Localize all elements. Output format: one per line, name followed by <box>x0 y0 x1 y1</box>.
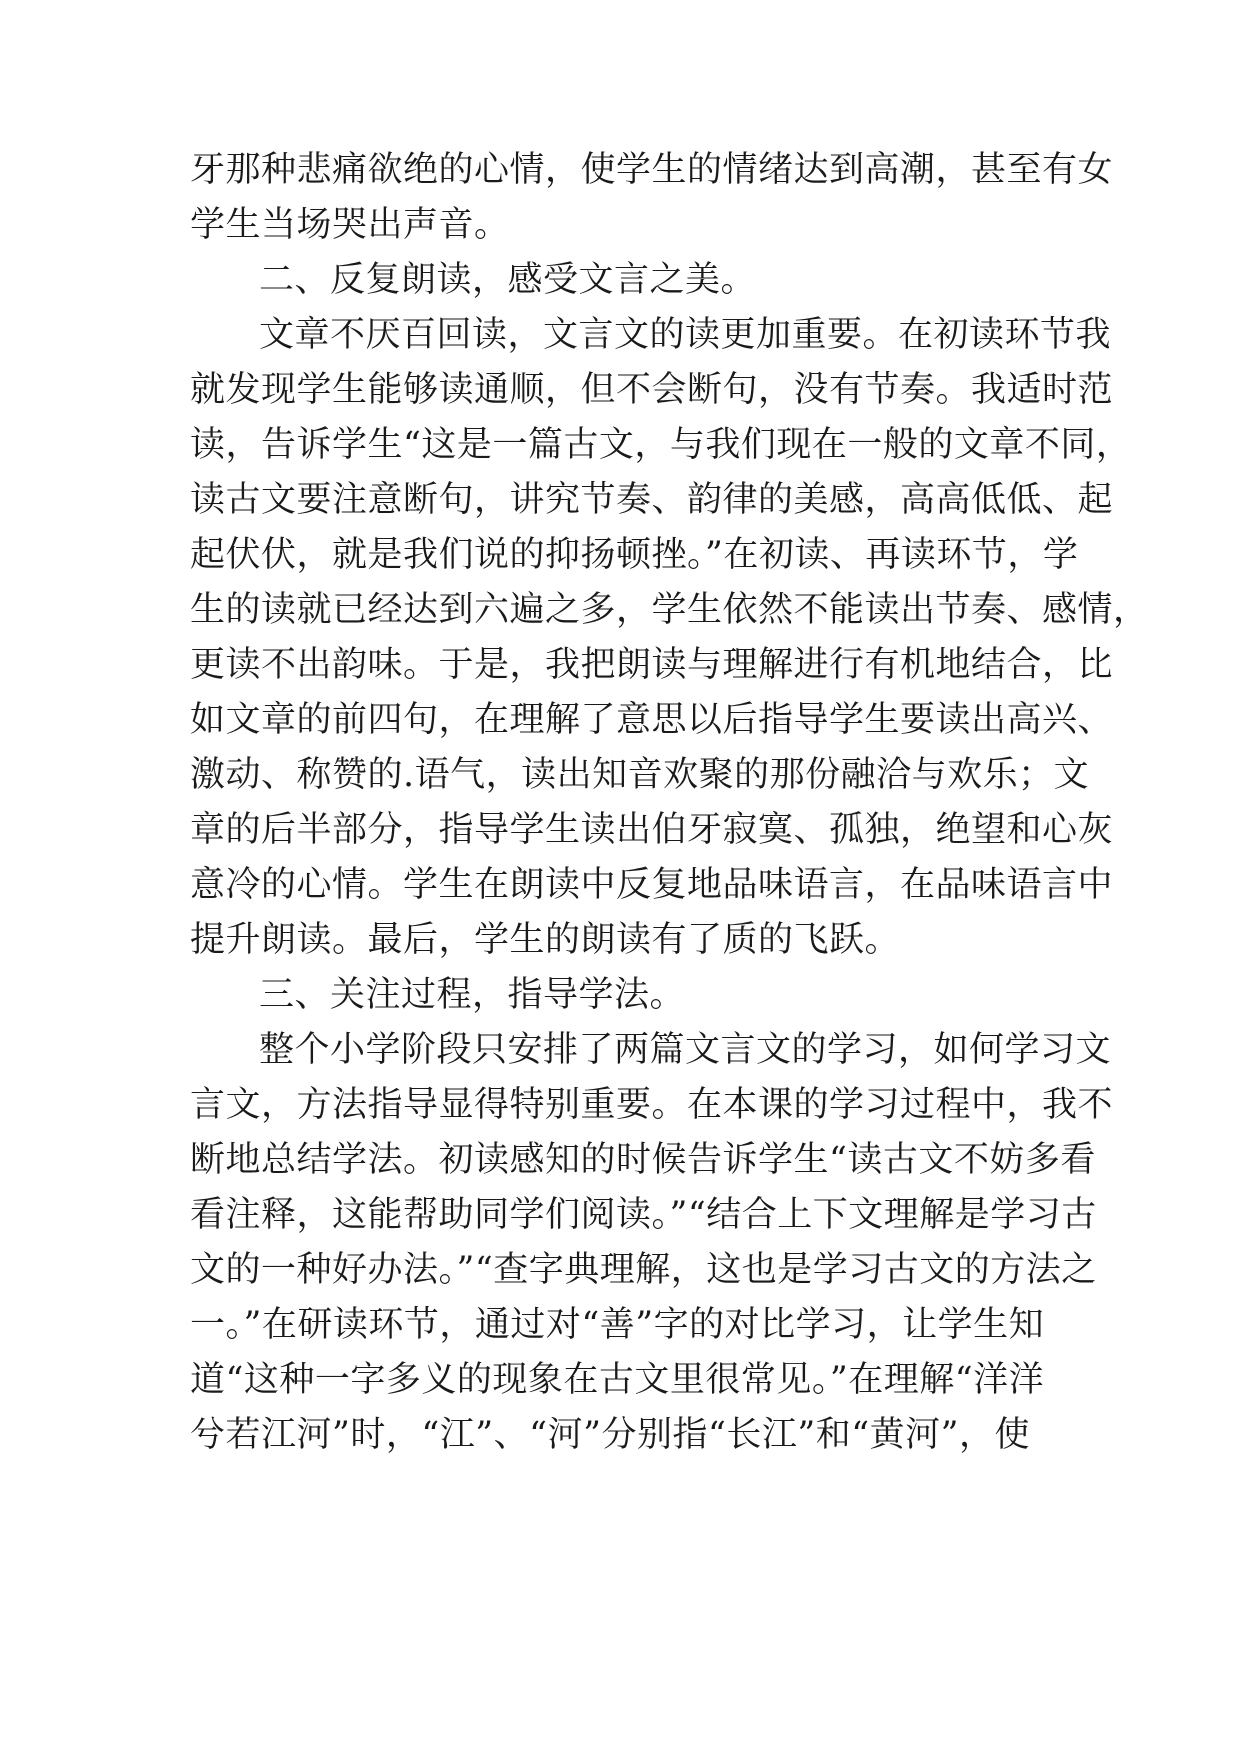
text-line: 如文章的前四句，在理解了意思以后指导学生要读出高兴、 <box>190 700 1114 740</box>
text-line: 读古文要注意断句，讲究节奏、韵律的美感，高高低低、起 <box>190 480 1114 520</box>
text-line: 读，告诉学生“这是一篇古文，与我们现在一般的文章不同， <box>190 425 1132 465</box>
text-line: 断地总结学法。初读感知的时候告诉学生“读古文不妨多看 <box>190 1140 1096 1180</box>
text-line: 起伏伏，就是我们说的抑扬顿挫。”在初读、再读环节，学 <box>190 535 1079 575</box>
text-line: 言文，方法指导显得特别重要。在本课的学习过程中，我不 <box>190 1085 1114 1125</box>
text-line: 整个小学阶段只安排了两篇文言文的学习，如何学习文 <box>259 1030 1112 1070</box>
text-line: 兮若江河”时，“江”、“河”分别指“长江”和“黄河”，使 <box>190 1415 1031 1455</box>
text-line: 章的后半部分，指导学生读出伯牙寂寞、孤独，绝望和心灰 <box>190 810 1114 850</box>
text-line: 牙那种悲痛欲绝的心情，使学生的情绪达到高潮，甚至有女 <box>190 150 1114 190</box>
text-line: 文章不厌百回读，文言文的读更加重要。在初读环节我 <box>259 315 1112 355</box>
text-line: 更读不出韵味。于是，我把朗读与理解进行有机地结合，比 <box>190 645 1114 685</box>
text-line: 学生当场哭出声音。 <box>190 205 510 245</box>
text-line: 道“这种一字多义的现象在古文里很常见。”在理解“洋洋 <box>190 1360 1045 1400</box>
text-line: 一。”在研读环节，通过对“善”字的对比学习，让学生知 <box>190 1305 1045 1345</box>
text-line: 看注释，这能帮助同学们阅读。”“结合上下文理解是学习古 <box>190 1195 1097 1235</box>
text-line: 生的读就已经达到六遍之多，学生依然不能读出节奏、感情， <box>190 590 1149 630</box>
text-line: 文的一种好办法。”“查字典理解，这也是学习古文的方法之 <box>190 1250 1097 1290</box>
text-line: 就发现学生能够读通顺，但不会断句，没有节奏。我适时范 <box>190 370 1114 410</box>
text-line: 意冷的心情。学生在朗读中反复地品味语言，在品味语言中 <box>190 865 1114 905</box>
section-heading: 三、关注过程，指导学法。 <box>259 975 686 1015</box>
text-line: 提升朗读。最后，学生的朗读有了质的飞跃。 <box>190 920 901 960</box>
section-heading: 二、反复朗读，感受文言之美。 <box>259 260 757 300</box>
text-line: 激动、称赞的.语气，读出知音欢聚的那份融洽与欢乐；文 <box>190 755 1090 795</box>
